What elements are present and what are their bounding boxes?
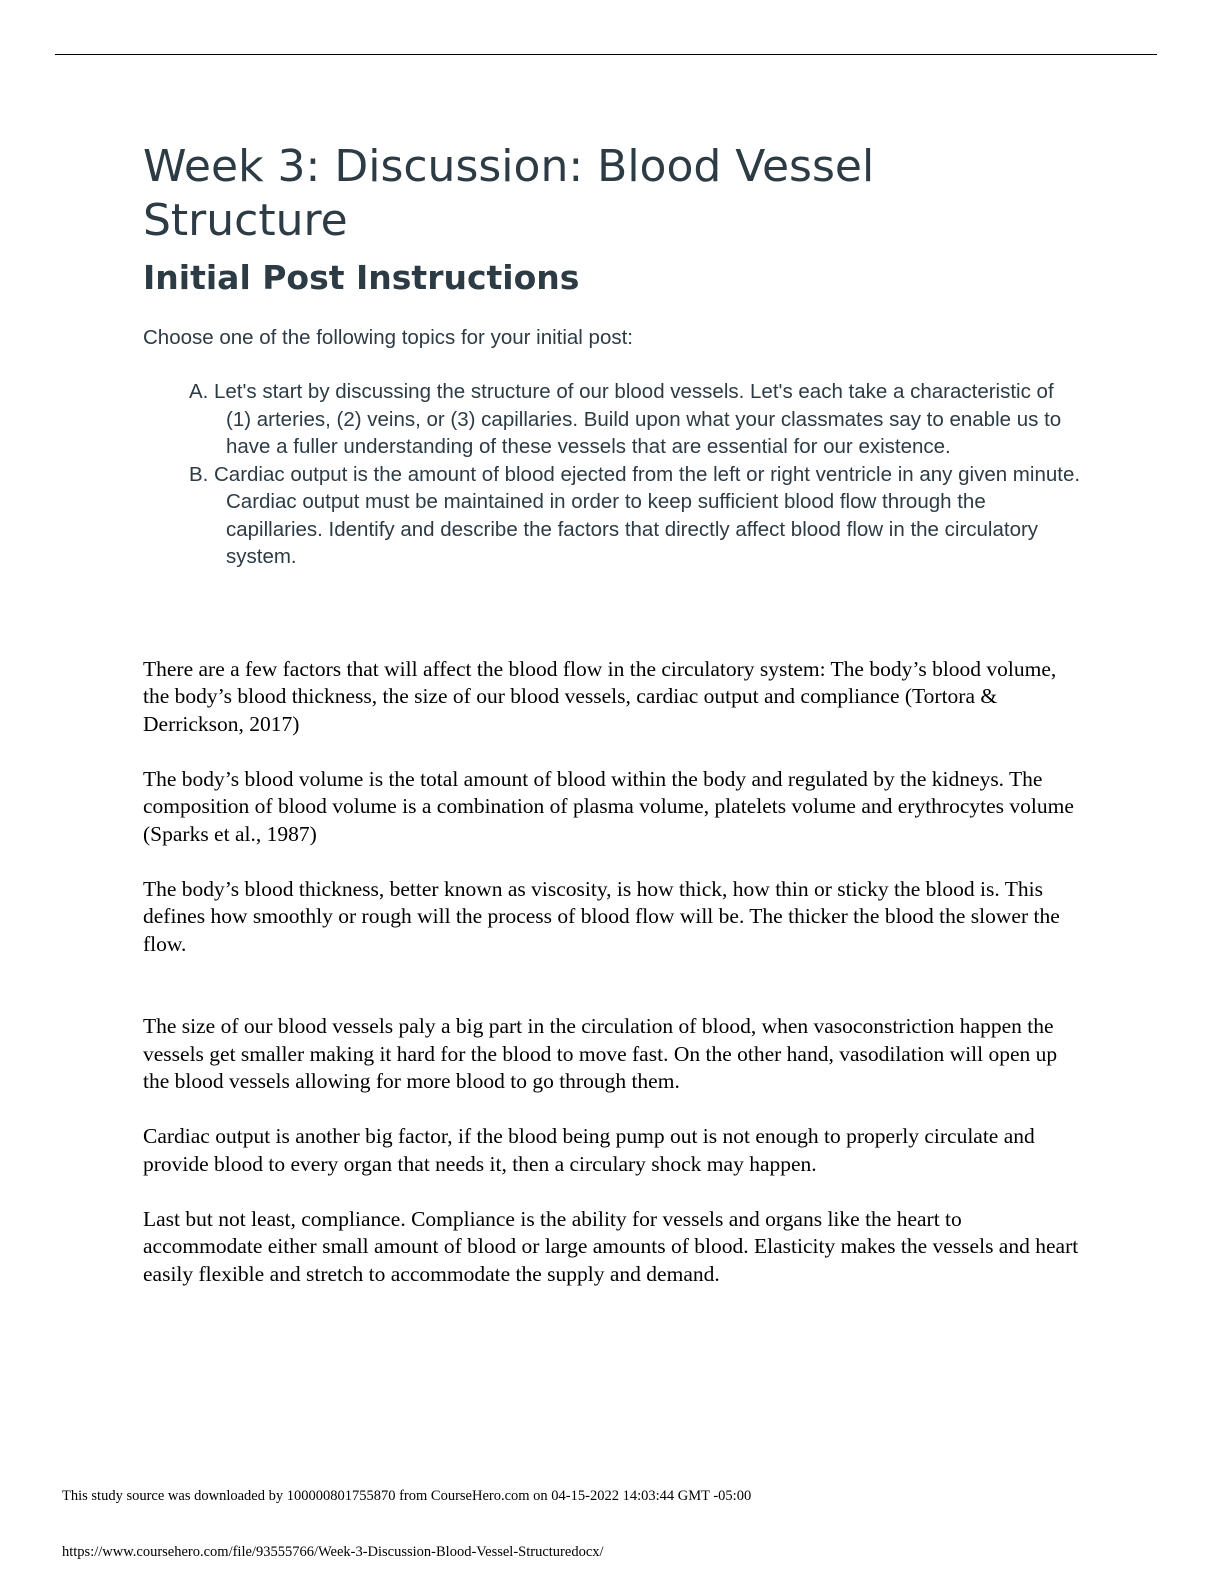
source-url: https://www.coursehero.com/file/93555766/Week-3-Discussion-Blood-Vessel-Structuredocx/ xyxy=(62,1544,604,1560)
discussion-response xyxy=(143,656,1083,1289)
download-notice: This study source was downloaded by 100000801755870 from CourseHero.com on 04-15-2022 14:03:44 GMT -05:00 xyxy=(62,1488,752,1504)
topic-text-first-line: Cardiac output is the amount of blood ejected from the left or right ventricle in xyxy=(214,462,914,486)
paragraph-viscosity: The body’s blood thickness, better known as viscosity, is how thick, how thin or sticky the blood is. This defines how smoothly or rough will the process of blood flow will be. The thicker the blood the slower the flow. xyxy=(143,876,1060,956)
paragraph-cardiac-output: Cardiac output is another big factor, if the blood being pump out is not enough to properly circulate and provide blood to every organ that needs it, then a circulary shock may happen. xyxy=(143,1124,1035,1176)
topic-text-first-line: Let's start by discussing the structure of our blood vessels. Let's each take a xyxy=(214,380,905,403)
topic-text: characteristic of (1) arteries, (2) veins, or (3) capillaries. Build upon what your classmates say to enable us to have a fuller understanding of these vessels that are essential for our existence. xyxy=(226,380,1062,458)
paragraph-blood-volume: The body’s blood volume is the total amount of blood within the body and regulated by the kidneys. The composition of blood volume is a combination of plasma volume, platelets volume and erythrocytes volume (Sparks et al., 1987) xyxy=(143,766,1074,846)
topic-text: any given minute. Cardiac output must be maintained in order to keep sufficient blood flow through the capillaries. Identify and describe the factors that directly affect blood flow in the circulatory system. xyxy=(226,462,1081,568)
page-title: Week 3: Discussion: Blood Vessel Structure xyxy=(143,141,875,246)
topic-list xyxy=(143,378,1083,571)
section-heading: Initial Post Instructions xyxy=(143,258,580,297)
topic-item-b xyxy=(143,461,1083,571)
topic-item-a xyxy=(143,378,1083,461)
topic-prompt: Choose one of the following topics for your initial post: xyxy=(143,326,633,349)
paragraph-vessel-size: The size of our blood vessels paly a big part in the circulation of blood, when vasoconstriction happen the vessels get smaller making it hard for the blood to move fast. On the other hand, vasodilation will open up the blood vessels allowing for more blood to go through them. xyxy=(143,1014,1058,1093)
paragraph-factors: There are a few factors that will affect the blood flow in the circulatory system: The body’s blood volume, the body’s blood thickness, the size of our blood vessels, cardiac output and compliance (Tortora & Derrickson, 2017) xyxy=(143,656,1057,736)
topic-marker: B. xyxy=(189,462,209,486)
topic-marker: A. xyxy=(189,380,209,403)
paragraph-compliance: Last but not least, compliance. Compliance is the ability for vessels and organs like the heart to accommodate either small amount of blood or large amounts of blood. Elasticity makes the vessels and heart easily flexible and stretch to accommodate the supply and demand. xyxy=(143,1206,1079,1286)
document-body xyxy=(143,140,1083,1316)
header-rule xyxy=(55,54,1157,55)
